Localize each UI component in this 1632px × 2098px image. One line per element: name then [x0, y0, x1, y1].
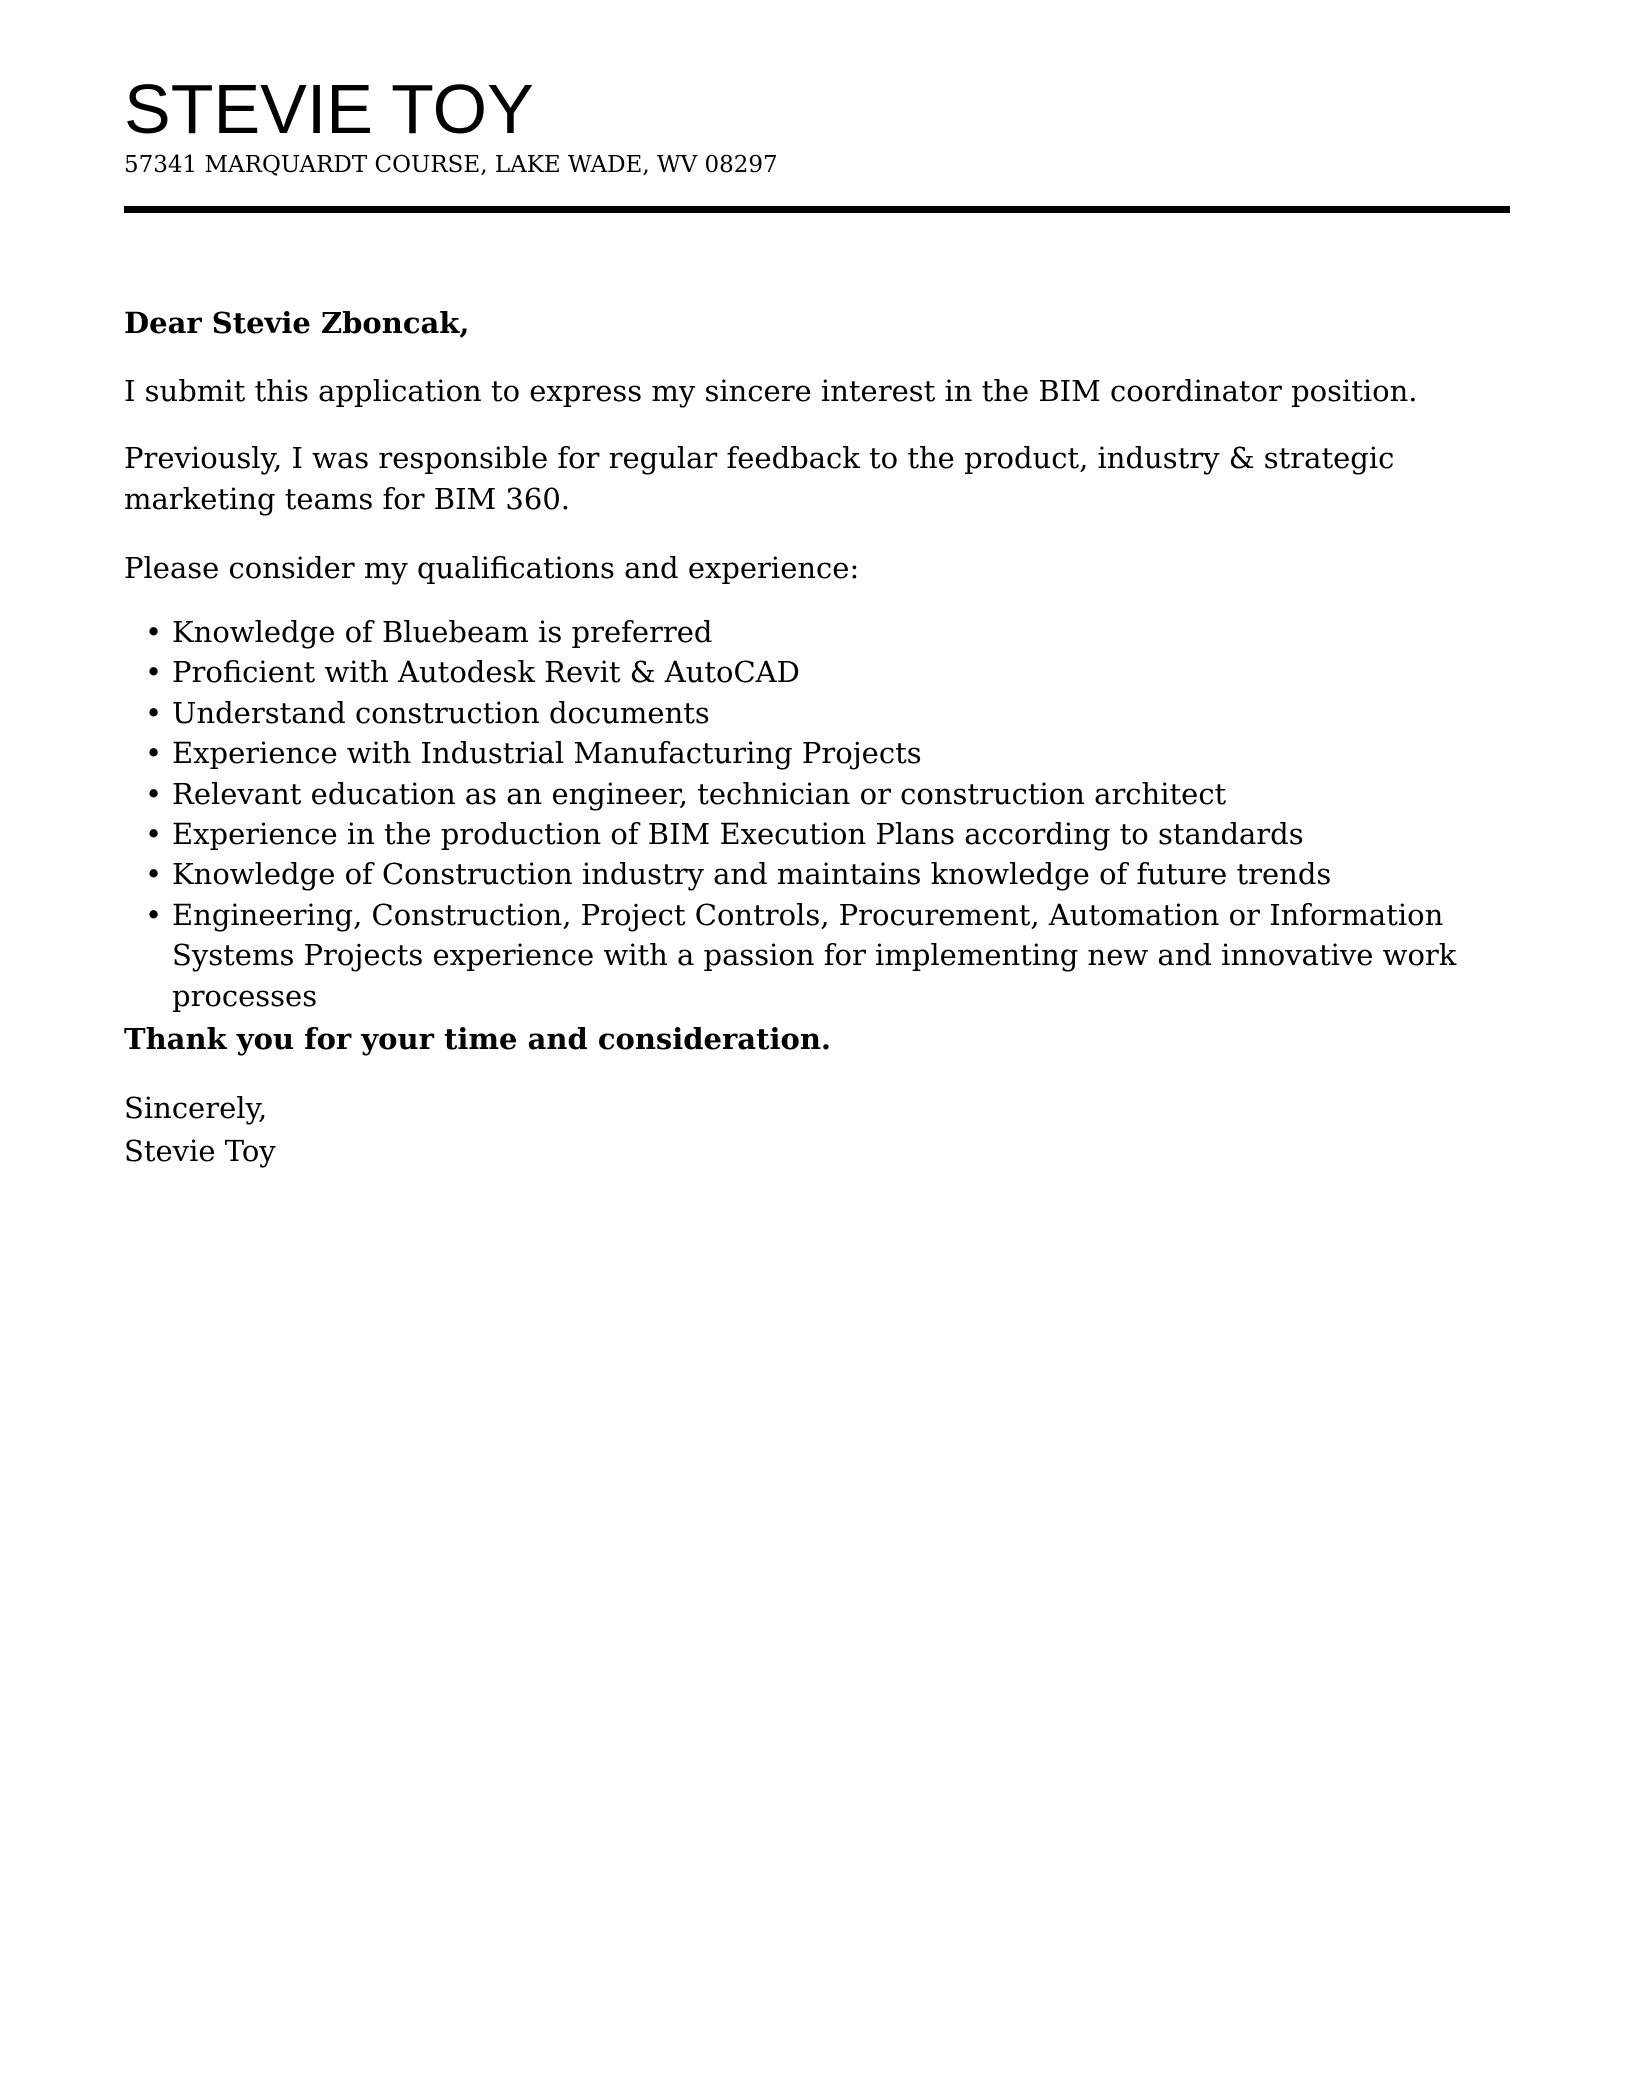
applicant-name: STEVIE TOY: [124, 70, 534, 148]
closing-block: [124, 1087, 276, 1173]
list-item: [145, 854, 1510, 894]
list-item-text: Proficient with Autodesk Revit & AutoCAD: [172, 655, 800, 690]
list-item: [145, 612, 1510, 652]
list-item-text: Experience with Industrial Manufacturing Projects: [172, 736, 922, 771]
bullet-icon: •: [145, 897, 163, 932]
list-item-text: Understand construction documents: [172, 695, 710, 730]
list-item: [145, 774, 1510, 814]
thanks-line: Thank you for your time and consideration.: [124, 1022, 832, 1056]
bullet-icon: •: [145, 736, 163, 771]
bullet-icon: •: [145, 695, 163, 730]
paragraph-qualifications-intro: Please consider my qualifications and experience:: [124, 551, 860, 585]
paragraph-experience: Previously, I was responsible for regular feedback to the product, industry & strategic marketing teams for BIM 360.: [124, 441, 1395, 516]
bullet-icon: •: [145, 615, 163, 649]
list-item: [145, 814, 1510, 854]
bullet-icon: •: [145, 817, 163, 852]
list-item-text: Knowledge of Bluebeam is preferred: [172, 615, 713, 649]
list-item-text: Relevant education as an engineer, technician or construction architect: [172, 776, 1227, 811]
list-item-text: Experience in the production of BIM Execution Plans according to standards: [172, 817, 1304, 852]
bullet-icon: •: [145, 655, 163, 690]
bullet-icon: •: [145, 857, 163, 892]
qualifications-list: [124, 612, 1510, 1016]
header-divider: [124, 206, 1510, 213]
list-item-text: Engineering, Construction, Project Controls, Procurement, Automation or Information Systems Projects experience with a passion for implementing new and innovative work processes: [172, 897, 1457, 1013]
list-item: [145, 895, 1510, 1016]
bullet-icon: •: [145, 776, 163, 811]
signature-name: Stevie Toy: [124, 1134, 276, 1168]
list-item: [145, 693, 1510, 733]
paragraph-intro: I submit this application to express my sincere interest in the BIM coordinator position.: [124, 374, 1418, 408]
list-item-text: Knowledge of Construction industry and maintains knowledge of future trends: [172, 857, 1332, 892]
applicant-address: 57341 MARQUARDT COURSE, LAKE WADE, WV 08297: [124, 152, 778, 178]
list-item: [145, 652, 1510, 692]
closing-word: Sincerely,: [124, 1091, 268, 1125]
salutation: Dear Stevie Zboncak,: [124, 306, 470, 340]
list-item: [145, 733, 1510, 773]
